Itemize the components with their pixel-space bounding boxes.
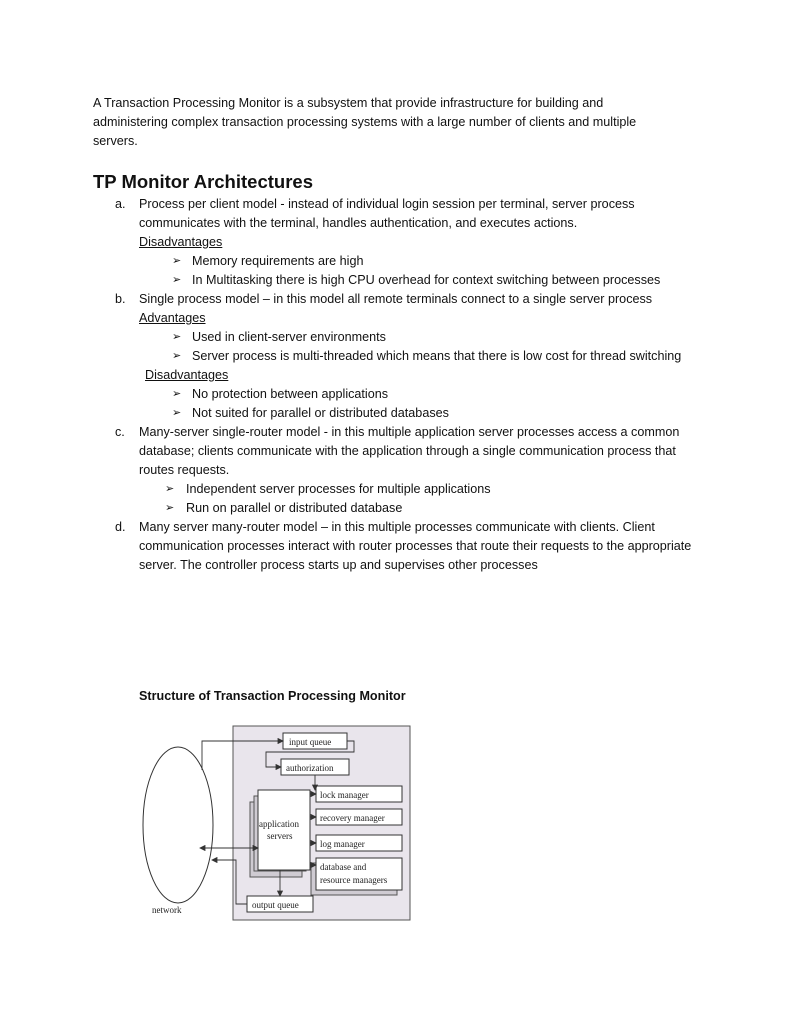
output-queue-label: output queue <box>252 900 299 910</box>
input-queue-label: input queue <box>289 737 332 747</box>
list-item: ➢ Independent server processes for multiple applications <box>139 480 705 499</box>
authorization-label: authorization <box>286 763 334 773</box>
application-servers-box <box>258 790 310 870</box>
item-marker: d. <box>115 520 126 534</box>
arrow-bullet-icon: ➢ <box>172 255 182 267</box>
lock-manager-label: lock manager <box>320 790 369 800</box>
network-ellipse <box>143 747 213 903</box>
architecture-item-d <box>0 518 705 575</box>
network-label: network <box>152 905 182 915</box>
item-marker: a. <box>115 197 126 211</box>
architecture-item-a <box>0 195 705 290</box>
advantages-list <box>139 328 705 366</box>
item-marker: c. <box>115 425 125 439</box>
arrow-bullet-icon: ➢ <box>172 407 182 419</box>
list-item: ➢ No protection between applications <box>139 385 705 404</box>
list-item: ➢ In Multitasking there is high CPU overhead for context switching between processes <box>139 271 705 290</box>
disadvantages-heading: Disadvantages <box>145 368 229 382</box>
disadvantages-list <box>139 252 705 290</box>
item-marker: b. <box>115 292 126 306</box>
list-item: ➢ Memory requirements are high <box>139 252 705 271</box>
arrow-bullet-icon: ➢ <box>172 350 182 362</box>
section-title: TP Monitor Architectures <box>93 171 313 192</box>
db-managers-label-2: resource managers <box>320 875 388 885</box>
architecture-item-c <box>0 423 705 518</box>
db-managers-label-1: database and <box>320 862 367 872</box>
points-list <box>139 480 705 518</box>
application-servers-label-1: application <box>259 819 299 829</box>
list-item: ➢ Run on parallel or distributed database <box>139 499 705 518</box>
disadvantages-heading: Disadvantages <box>139 235 223 249</box>
figure-title: Structure of Transaction Processing Monitor <box>139 689 406 703</box>
arrow-bullet-icon: ➢ <box>172 331 182 343</box>
architecture-item-b <box>0 290 705 423</box>
recovery-manager-label: recovery manager <box>320 813 385 823</box>
application-servers-label-2: servers <box>267 831 293 841</box>
item-text: Single process model – in this model all remote terminals connect to a single server process <box>139 292 653 306</box>
arrow-bullet-icon: ➢ <box>172 274 182 286</box>
log-manager-label: log manager <box>320 839 365 849</box>
arrow-bullet-icon: ➢ <box>172 388 182 400</box>
arrow-bullet-icon: ➢ <box>165 483 175 495</box>
arrow-bullet-icon: ➢ <box>165 502 175 514</box>
list-item: ➢ Used in client-server environments <box>139 328 705 347</box>
architecture-list <box>0 195 791 575</box>
item-text: Process per client model - instead of individual login session per terminal, server process communicates with the terminal, handles authentication, and executes actions. <box>139 197 635 230</box>
item-text: Many-server single-router model - in this multiple application server processes access a common database; clients communicate with the application through a single communication process that routes requests. <box>139 425 680 477</box>
list-item: ➢ Not suited for parallel or distributed databases <box>139 404 705 423</box>
disadvantages-list <box>139 385 705 423</box>
intro-paragraph: A Transaction Processing Monitor is a subsystem that provide infrastructure for building and administering complex transaction processing systems with a large number of clients and multiple servers. <box>93 96 637 148</box>
item-text: Many server many-router model – in this multiple processes communicate with clients. Client communication processes interact with router processes that route their requests to the appropriate server. The controller process starts up and supervises other processes <box>139 520 692 572</box>
tp-monitor-diagram <box>140 720 415 935</box>
list-item: ➢ Server process is multi-threaded which means that there is low cost for thread switching <box>139 347 705 366</box>
advantages-heading: Advantages <box>139 311 206 325</box>
